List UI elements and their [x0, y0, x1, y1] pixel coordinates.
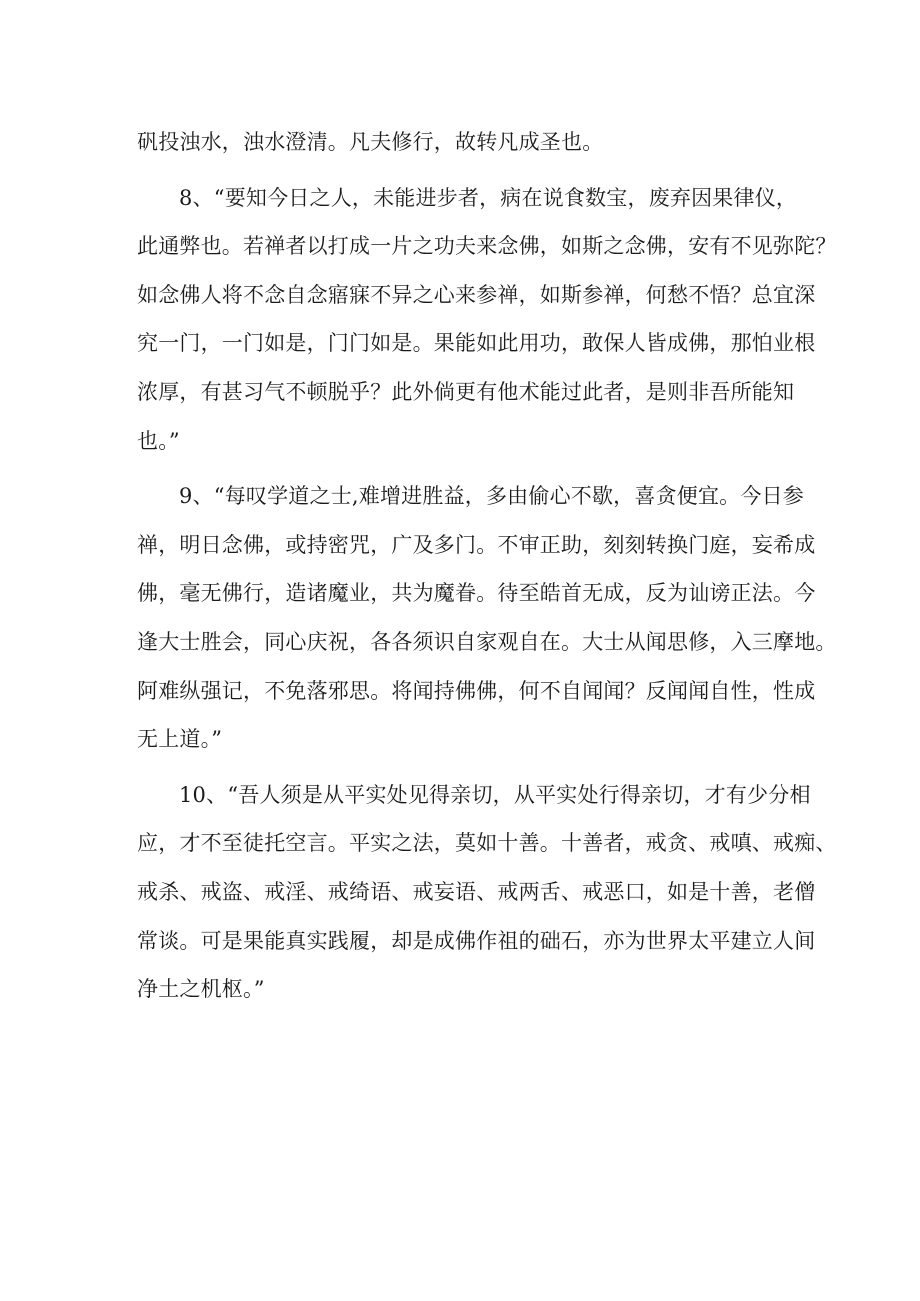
paragraph-continuation: [137, 118, 793, 167]
text-line: 逢大士胜会，同心庆祝，各各须识自家观自在。大士从闻思修，入三摩地。: [137, 629, 837, 654]
paragraph-item-9: [137, 472, 837, 764]
text-line: 戒杀、戒盗、戒淫、戒绮语、戒妄语、戒两舌、戒恶口，如是十善，老僧: [137, 879, 816, 904]
text-line: 佛，毫无佛行，造诸魔业，共为魔眷。待至皓首无成，反为讪谤正法。今: [137, 581, 816, 606]
text-line: 无上道。”: [137, 727, 223, 752]
text-line: 禅，明日念佛，或持密咒，广及多门。不审正助，刻刻转换门庭，妄希成: [137, 532, 816, 557]
text-line: 8、“要知今日之人，未能进步者，病在说食数宝，废弃因果律仪，: [179, 185, 798, 210]
text-line: 常谈。可是果能真实践履，却是成佛作祖的础石，亦为世界太平建立人间: [137, 928, 816, 953]
text-line: 浓厚，有甚习气不顿脱乎？此外倘更有他术能过此者，是则非吾所能知: [137, 379, 795, 404]
text-line: 9、“每叹学道之士,难增进胜益，多由偷心不歇，喜贪便宜。今日参: [179, 484, 804, 509]
text-line: 10、“吾人须是从平实处见得亲切，从平实处行得亲切，才有少分相: [179, 782, 811, 807]
text-line: 此通弊也。若禅者以打成一片之功夫来念佛，如斯之念佛，安有不见弥陀？: [137, 234, 837, 259]
text-line: 阿难纵强记，不免落邪思。将闻持佛佛，何不自闻闻？反闻闻自性，性成: [137, 678, 816, 703]
text-line: 也。”: [137, 428, 180, 453]
text-line: 究一门，一门如是，门门如是。果能如此用功，敢保人皆成佛，那怕业根: [137, 331, 816, 356]
text-line: 净土之机枢。”: [137, 977, 265, 1002]
paragraph-item-10: [137, 771, 837, 1014]
text-line: 如念佛人将不念自念寤寐不异之心来参禅，如斯参禅，何愁不悟？总宜深: [137, 282, 816, 307]
text-line: 矾投浊水，浊水澄清。凡夫修行，故转凡成圣也。: [137, 130, 604, 154]
text-line: 应，才不至徒托空言。平实之法，莫如十善。十善者，戒贪、戒嗔、戒痴、: [137, 831, 837, 856]
document-body: [137, 118, 837, 1021]
paragraph-item-8: [137, 174, 837, 466]
